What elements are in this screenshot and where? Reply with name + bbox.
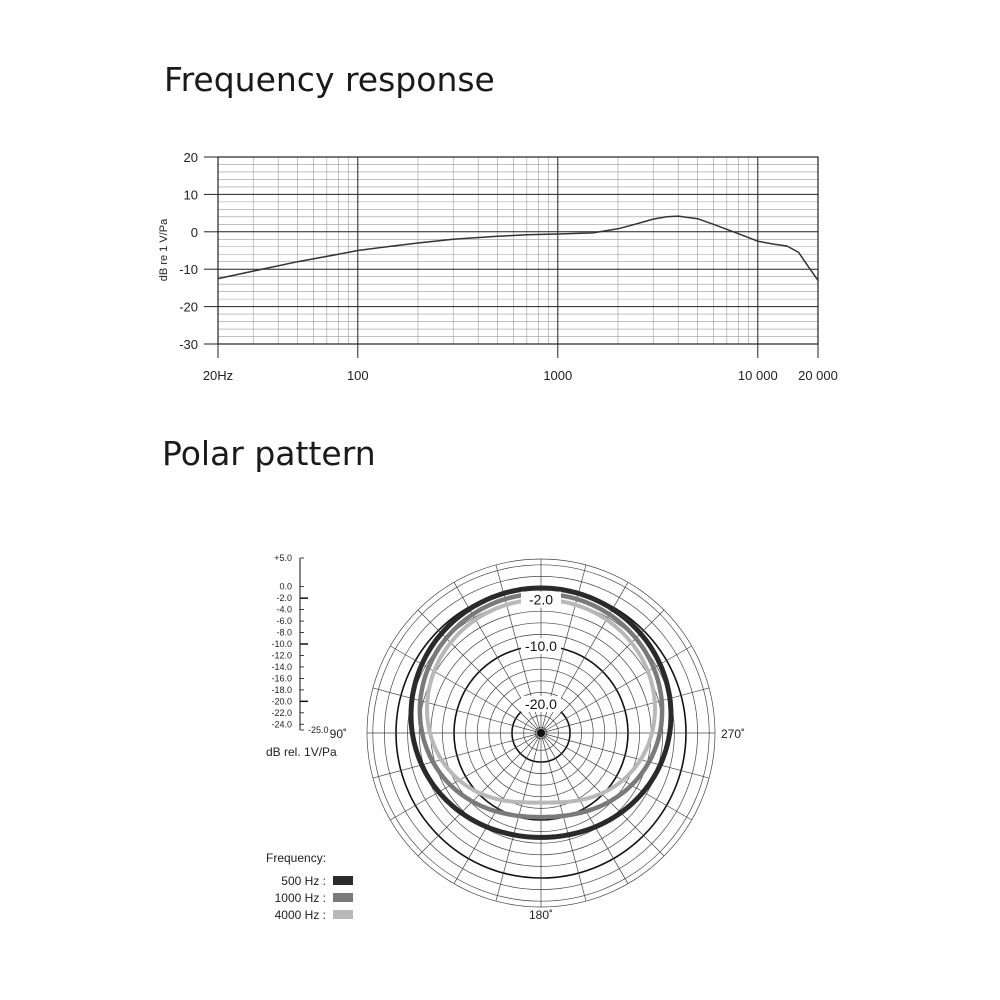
fr-y-tick-label: 20: [183, 150, 198, 165]
polar-radial-line: [418, 610, 541, 733]
polar-scale-label: -12.0: [271, 650, 292, 661]
polar-ring-label: -10.0: [525, 638, 557, 654]
fr-y-tick-label: -10: [179, 262, 198, 278]
angle-label-270: 270˚: [721, 727, 746, 741]
polar-scale-label: -25.0: [308, 725, 329, 735]
polar-scale-label: -16.0: [271, 673, 292, 684]
fr-y-tick-label: 0: [190, 224, 198, 240]
angle-label-90: 90˚: [329, 727, 347, 741]
frequency-response-title: Frequency response: [164, 60, 495, 99]
polar-scale-label: -4.0: [276, 604, 292, 615]
polar-scale-label: -2.0: [276, 593, 292, 604]
polar-ring-label: -2.0: [528, 591, 554, 608]
legend-label: 4000 Hz :: [274, 908, 326, 922]
polar-scale-label: -24.0: [271, 719, 292, 730]
legend-swatch: [333, 910, 353, 919]
polar-scale-label: -8.0: [276, 627, 292, 638]
polar-center-dot: [537, 729, 545, 737]
polar-ring-label: -20.0: [525, 696, 557, 712]
legend-label: 1000 Hz :: [274, 891, 326, 905]
fr-x-tick-label: 20 000: [798, 368, 838, 383]
fr-y-tick-label: -20: [179, 299, 198, 315]
polar-scale-label: -10.0: [271, 639, 292, 649]
polar-scale-label: 0.0: [279, 581, 292, 592]
legend-swatch: [333, 893, 353, 902]
polar-radial-line: [541, 733, 628, 884]
polar-scale-caption: dB rel. 1V/Pa: [266, 745, 337, 759]
fr-y-tick-label: 10: [183, 187, 198, 203]
fr-x-tick-label: 20Hz: [202, 368, 234, 383]
polar-scale-label: +5.0: [274, 553, 292, 563]
legend-label: 500 Hz :: [281, 874, 326, 888]
polar-scale-label: -22.0: [271, 707, 292, 718]
fr-x-tick-label: 100: [346, 368, 369, 383]
polar-pattern-title: Polar pattern: [162, 434, 376, 473]
polar-scale-label: -20.0: [271, 696, 292, 707]
polar-scale-label: -18.0: [271, 684, 292, 695]
polar-scale-label: -6.0: [276, 616, 292, 627]
polar-radial-line: [541, 610, 664, 733]
fr-x-tick-label: 10 000: [737, 368, 778, 383]
fr-x-tick-label: 1000: [543, 368, 573, 383]
legend-title: Frequency:: [266, 851, 327, 865]
polar-scale-label: -14.0: [271, 661, 292, 672]
angle-label-180: 180˚: [528, 908, 554, 922]
fr-y-axis-label: dB re 1 V/Pa: [158, 218, 170, 282]
polar-radial-line: [454, 733, 541, 884]
fr-y-tick-label: -30: [179, 337, 198, 352]
legend-swatch: [333, 876, 353, 885]
